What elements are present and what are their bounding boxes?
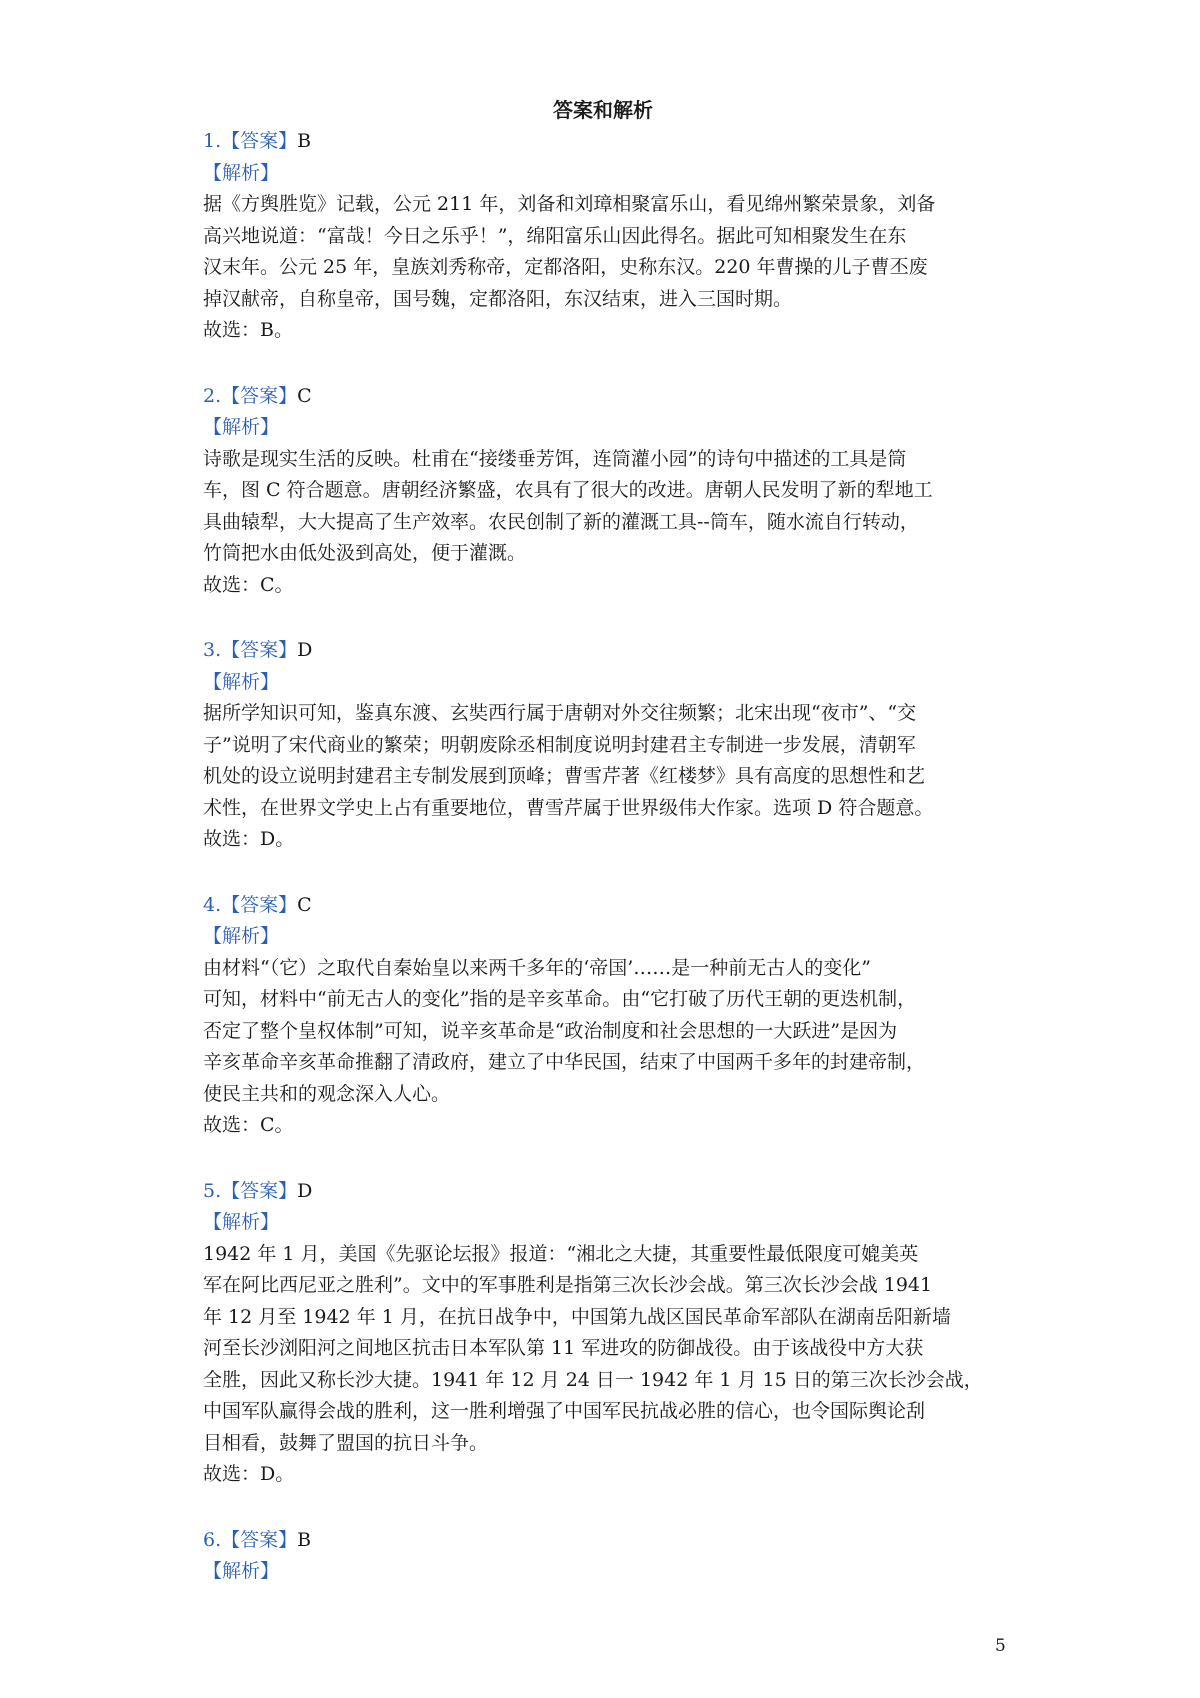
analysis-text-line: 车，图 C 符合题意。唐朝经济繁盛，农具有了很大的改进。唐朝人民发明了新的犁地工 — [203, 479, 933, 501]
answer-label: 【答案】 — [221, 1528, 298, 1551]
analysis-text-line: 竹筒把水由低处汲到高处，便于灌溉。 — [203, 542, 527, 564]
analysis-label: 【解析】 — [203, 1560, 280, 1582]
analysis-text-line: 掉汉献帝，自称皇帝，国号魏，定都洛阳，东汉结束，进入三国时期。 — [203, 287, 793, 310]
analysis-text-line: 辛亥革命辛亥革命推翻了清政府，建立了中华民国，结束了中国两千多年的封建帝制， — [203, 1051, 926, 1073]
answer-item — [203, 890, 1003, 1142]
answer-label: 【答案】 — [221, 893, 298, 916]
question-number: 2. — [203, 384, 222, 407]
answer-list — [203, 126, 1003, 1588]
answer-value: B — [297, 130, 312, 152]
analysis-text-line: 具曲辕犁，大大提高了生产效率。农民创制了新的灌溉工具--筒车，随水流自行转动， — [203, 510, 919, 533]
answer-line — [203, 126, 1003, 158]
analysis-text-line: 据《方舆胜览》记载，公元 211 年，刘备和刘璋相聚富乐山，看见绵州繁荣景象，刘备 — [203, 193, 936, 215]
question-number: 4. — [203, 893, 222, 916]
question-number: 3. — [203, 639, 222, 661]
conclusion: 故选：D。 — [203, 1463, 295, 1485]
answer-value: D — [297, 639, 313, 661]
answer-item — [203, 381, 1003, 602]
analysis-text-line: 汉末年。公元 25 年，皇族刘秀称帝，定都洛阳，史称东汉。220 年曹操的儿子曹丕废 — [203, 256, 928, 278]
analysis-text-line: 高兴地说道：“富哉！今日之乐乎！”，绵阳富乐山因此得名。据此可知相聚发生在东 — [203, 224, 907, 247]
conclusion: 故选：C。 — [203, 1114, 294, 1136]
analysis-label: 【解析】 — [203, 1211, 280, 1233]
answer-line — [203, 890, 1003, 922]
conclusion: 故选：B。 — [203, 319, 293, 341]
question-number: 1. — [203, 130, 222, 152]
answer-item — [203, 126, 1003, 347]
question-number: 5. — [203, 1179, 222, 1202]
analysis-text-line: 否定了整个皇权体制”可知，说辛亥革命是“政治制度和社会思想的一大跃进”是因为 — [203, 1019, 898, 1042]
answer-label: 【答案】 — [221, 1179, 298, 1202]
answer-label: 【答案】 — [221, 639, 298, 661]
analysis-text-line: 机处的设立说明封建君主专制发展到顶峰；曹雪芹著《红楼梦》具有高度的思想性和艺 — [203, 765, 926, 787]
answer-value: C — [297, 893, 312, 916]
conclusion: 故选：D。 — [203, 828, 295, 850]
analysis-text-line: 年 12 月至 1942 年 1 月，在抗日战争中，中国第九战区国民革命军部队在湖南岳阳新墙 — [203, 1305, 951, 1328]
answer-sheet — [203, 96, 1003, 1588]
answer-value: B — [297, 1528, 312, 1551]
answer-value: D — [297, 1179, 313, 1202]
analysis-text-line: 据所学知识可知，鉴真东渡、玄奘西行属于唐朝对外交往频繁；北宋出现“夜市”、“交 — [203, 702, 917, 724]
analysis-text-line: 中国军队赢得会战的胜利，这一胜利增强了中国军民抗战必胜的信心，也令国际舆论刮 — [203, 1400, 926, 1422]
answer-line — [203, 635, 1003, 667]
analysis-text-line: 目相看，鼓舞了盟国的抗日斗争。 — [203, 1431, 489, 1454]
answer-item — [203, 1525, 1003, 1588]
answer-line — [203, 1525, 1003, 1557]
page-title: 答案和解析 — [553, 98, 653, 122]
conclusion: 故选：C。 — [203, 573, 294, 596]
analysis-text-line: 1942 年 1 月，美国《先驱论坛报》报道：“湘北之大捷，其重要性最低限度可媲美英 — [203, 1242, 919, 1265]
answer-line — [203, 1176, 1003, 1208]
answer-item — [203, 635, 1003, 856]
analysis-text-line: 诗歌是现实生活的反映。杜甫在“接缕垂芳饵，连筒灌小园”的诗句中描述的工具是筒 — [203, 447, 907, 470]
analysis-label: 【解析】 — [203, 670, 280, 693]
analysis-text-line: 由材料“（它）之取代自秦始皇以来两千多年的‘帝国’……是一种前无古人的变化” — [203, 956, 872, 979]
answer-line — [203, 381, 1003, 413]
analysis-label: 【解析】 — [203, 161, 280, 184]
analysis-text-line: 子”说明了宋代商业的繁荣；明朝废除丞相制度说明封建君主专制进一步发展，清朝军 — [203, 733, 916, 756]
analysis-text-line: 全胜，因此又称长沙大捷。1941 年 12 月 24 日一 1942 年 1 月 15 日的第三次长沙会战， — [203, 1368, 983, 1391]
analysis-text-line: 河至长沙浏阳河之间地区抗击日本军队第 11 军进攻的防御战役。由于该战役中方大获 — [203, 1337, 924, 1359]
question-number: 6. — [203, 1528, 222, 1551]
answer-value: C — [297, 384, 312, 407]
analysis-label: 【解析】 — [203, 925, 280, 947]
analysis-text-line: 使民主共和的观念深入人心。 — [203, 1082, 451, 1105]
analysis-text-line: 军在阿比西尼亚之胜利”。文中的军事胜利是指第三次长沙会战。第三次长沙会战 1941 — [203, 1274, 933, 1296]
answer-label: 【答案】 — [221, 130, 298, 152]
answer-label: 【答案】 — [221, 384, 298, 407]
analysis-text-line: 术性，在世界文学史上占有重要地位，曹雪芹属于世界级伟大作家。选项 D 符合题意。 — [203, 796, 934, 819]
analysis-text-line: 可知，材料中“前无古人的变化”指的是辛亥革命。由“它打破了历代王朝的更迭机制， — [203, 988, 917, 1010]
page-number: 5 — [995, 1636, 1006, 1656]
answer-item — [203, 1176, 1003, 1491]
analysis-label: 【解析】 — [203, 416, 280, 438]
